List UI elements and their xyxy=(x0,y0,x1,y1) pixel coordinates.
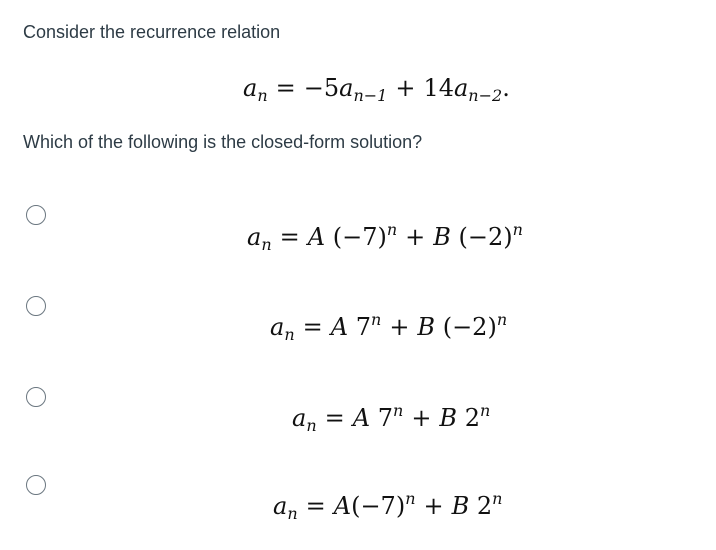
recurrence-lhs: a xyxy=(243,74,258,102)
choice-lhs-subscript: n xyxy=(284,325,295,344)
recurrence-sub2: n−2 xyxy=(468,86,503,105)
recurrence-sub1: n−1 xyxy=(353,86,388,105)
choice-coef-a: A xyxy=(307,223,326,251)
recurrence-var2: a xyxy=(453,74,469,102)
choice-base-2: (−2) xyxy=(458,223,513,251)
choice-1-equation[interactable] xyxy=(247,222,523,252)
choice-base-2: (−2) xyxy=(442,313,497,341)
choice-lhs-subscript: n xyxy=(287,504,298,523)
choice-base-1: (−7) xyxy=(332,223,387,251)
choice-3-equation[interactable] xyxy=(292,403,490,433)
choice-2-radio[interactable] xyxy=(26,296,46,316)
choice-lhs: a xyxy=(247,223,262,251)
choice-exponent-1: n xyxy=(393,401,404,420)
choice-4-equation[interactable] xyxy=(273,491,502,521)
choice-equals: = xyxy=(324,404,345,432)
choice-3-radio[interactable] xyxy=(26,387,46,407)
choice-base-2: 2 xyxy=(476,492,493,520)
choice-lhs-subscript: n xyxy=(306,416,317,435)
recurrence-plus: + xyxy=(395,74,416,102)
choice-lhs: a xyxy=(273,492,288,520)
choice-4-radio[interactable] xyxy=(26,475,46,495)
question-intro: Consider the recurrence relation xyxy=(23,22,281,42)
recurrence-period: . xyxy=(502,74,510,102)
recurrence-lhs-subscript: n xyxy=(257,86,268,105)
choice-lhs: a xyxy=(292,404,307,432)
choice-equals: = xyxy=(305,492,326,520)
choice-1-radio[interactable] xyxy=(26,205,46,225)
choice-exponent-2: n xyxy=(512,220,523,239)
recurrence-var1: a xyxy=(339,74,354,102)
choice-coef-a: A xyxy=(330,313,349,341)
choice-exponent-2: n xyxy=(479,401,491,420)
question-prompt: Which of the following is the closed-form solution? xyxy=(23,132,423,152)
recurrence-equals: = xyxy=(275,74,296,102)
recurrence-coef1: −5 xyxy=(303,74,340,102)
recurrence-equation xyxy=(243,73,510,103)
choice-exponent-1: n xyxy=(371,310,382,329)
choice-coef-a: A xyxy=(333,492,352,520)
choice-2-equation[interactable] xyxy=(270,312,507,342)
choice-base-1: 7 xyxy=(377,404,393,432)
choice-base-1: 7 xyxy=(355,313,371,341)
choice-lhs-subscript: n xyxy=(261,235,272,254)
choice-coef-a: A xyxy=(352,404,371,432)
choice-base-1: (−7) xyxy=(351,492,406,520)
choice-plus: + xyxy=(411,404,432,432)
choice-plus: + xyxy=(405,223,426,251)
choice-coef-b: B xyxy=(439,404,458,432)
choice-lhs: a xyxy=(270,313,285,341)
recurrence-coef2: 14 xyxy=(423,74,454,102)
choice-exponent-2: n xyxy=(492,489,503,508)
choice-base-2: 2 xyxy=(464,404,480,432)
choice-exponent-1: n xyxy=(405,489,416,508)
choice-equals: = xyxy=(302,313,323,341)
choice-coef-b: B xyxy=(417,313,436,341)
choice-coef-b: B xyxy=(433,223,451,251)
choice-coef-b: B xyxy=(451,492,470,520)
choice-equals: = xyxy=(279,223,300,251)
choice-plus: + xyxy=(423,492,444,520)
choice-exponent-2: n xyxy=(496,310,508,329)
choice-plus: + xyxy=(389,313,410,341)
choice-exponent-1: n xyxy=(386,220,398,239)
